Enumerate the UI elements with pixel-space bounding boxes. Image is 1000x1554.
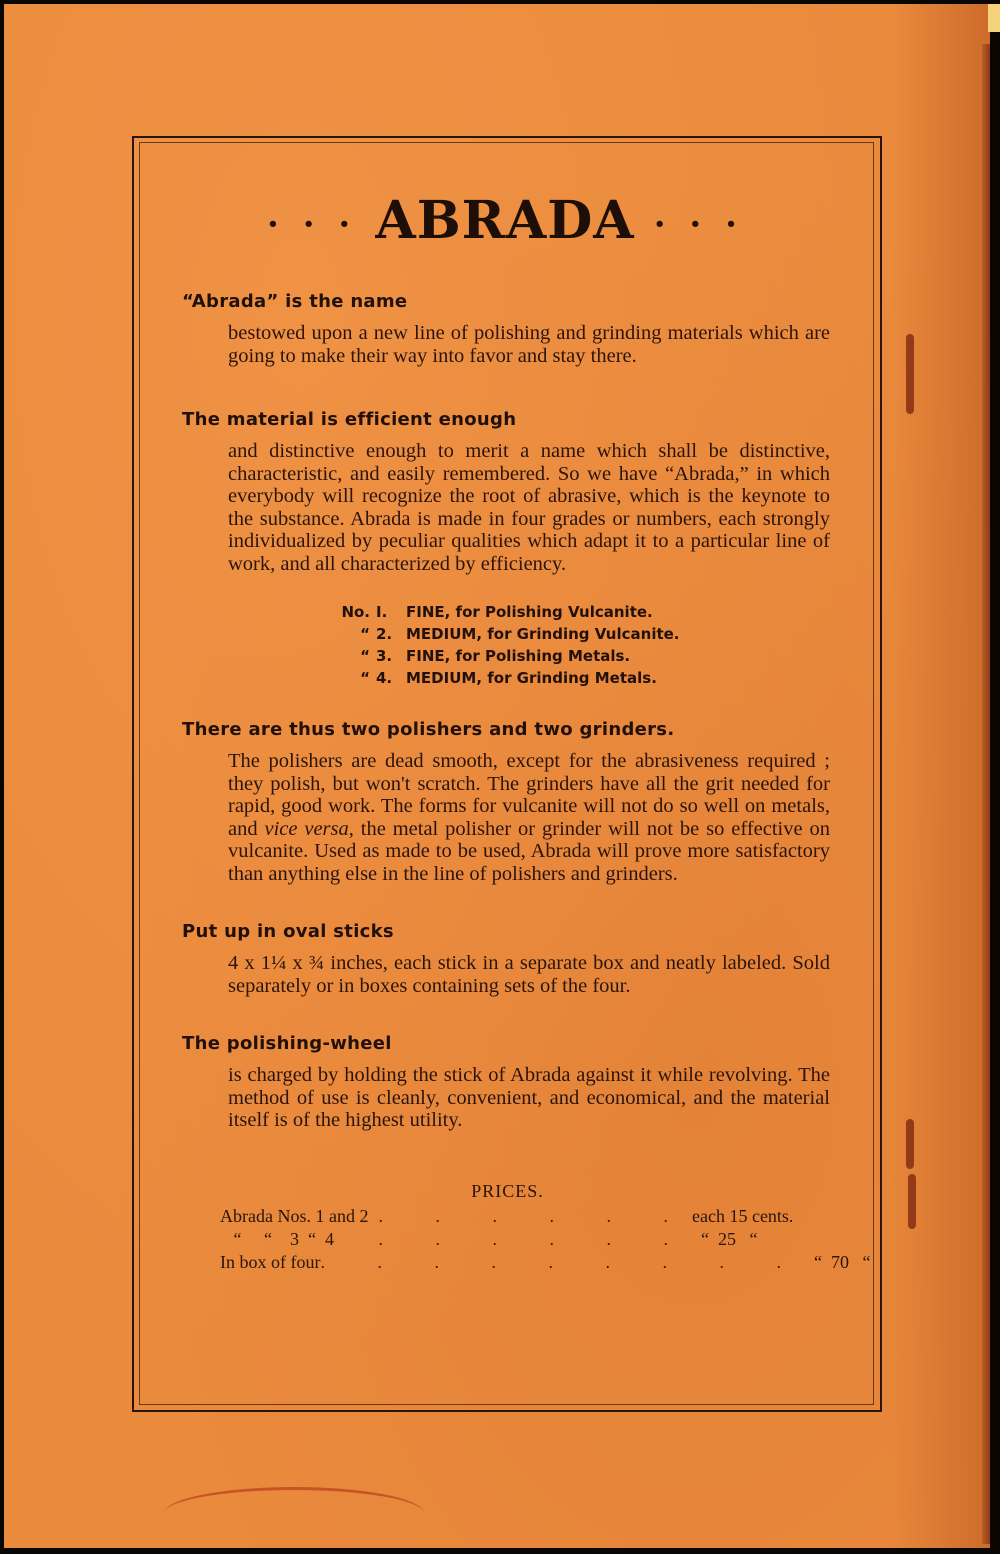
section-polishing-wheel bbox=[180, 1033, 830, 1132]
price-value: “ 25 “ bbox=[691, 1228, 758, 1249]
price-label: Abrada Nos. 1 and 2 bbox=[220, 1205, 369, 1226]
section-heading: “Abrada” is the name bbox=[182, 291, 408, 312]
prices-table bbox=[220, 1180, 871, 1274]
price-value: each 15 cents. bbox=[691, 1205, 794, 1226]
section-efficient bbox=[180, 409, 830, 575]
grade-text: FINE, for Polishing Metals. bbox=[406, 647, 631, 665]
price-value: “ 70 “ bbox=[804, 1251, 871, 1272]
grade-prefix: No. bbox=[341, 603, 370, 621]
grade-item bbox=[330, 623, 830, 645]
body-text-part: The polishers are dead smooth, except for the abrasiveness required ; they polish, but won't scratch. The grinders have all the grit needed for rapid, good work. The forms for vulcanite will not do so well on metals, and bbox=[228, 750, 830, 840]
section-body: and distinctive enough to merit a name which shall be distinctive, characteristic, and easily remembered. So we have “Abrada,” in which everybody will recognize the root of abrasive, which is the keynote to the substance. Abrada is made in four grades or numbers, each strongly individualized by peculiar qualities which adapt it to a particular line of work, and all characterized by efficiency. bbox=[228, 440, 830, 575]
section-body bbox=[228, 750, 830, 885]
grade-prefix: “ bbox=[360, 647, 370, 665]
title-ornament-left: · · · bbox=[267, 204, 357, 245]
grade-item bbox=[330, 645, 830, 667]
document-title bbox=[180, 190, 830, 251]
section-heading: The material is efficient enough bbox=[182, 409, 517, 430]
binding-hole-mark bbox=[906, 334, 914, 414]
grade-number: I. bbox=[376, 603, 388, 621]
grade-item bbox=[330, 667, 830, 689]
section-body: 4 x 1¼ x ¾ inches, each stick in a separate box and neatly labeled. Sold separately or in boxes containing sets of the four. bbox=[228, 952, 830, 997]
price-leader-dots: . . . . . . bbox=[378, 1205, 692, 1226]
section-body: bestowed upon a new line of polishing and grinding materials which are going to make their way into favor and stay there. bbox=[228, 322, 830, 367]
document-content bbox=[180, 190, 871, 1274]
section-polishers-grinders bbox=[180, 719, 830, 885]
binding-hole-mark bbox=[908, 1174, 916, 1229]
body-text-part: the metal polisher or grinder will not be so effective on vulcanite. Used as made to be used, Abrada will prove more satisfactory than anything else in the line of polishers and grinders. bbox=[228, 817, 830, 885]
section-heading: The polishing-wheel bbox=[182, 1033, 392, 1054]
section-body: is charged by holding the stick of Abrada against it while revolving. The method of use is cleanly, convenient, and economical, and the material itself is of the highest utility. bbox=[228, 1064, 830, 1131]
section-heading: Put up in oval sticks bbox=[182, 921, 394, 942]
grade-number: 2. bbox=[376, 625, 393, 643]
prices-title: PRICES. bbox=[471, 1180, 544, 1201]
price-row bbox=[220, 1228, 795, 1251]
grades-list bbox=[330, 601, 830, 689]
water-stain bbox=[164, 1487, 424, 1540]
grade-prefix: “ bbox=[360, 625, 370, 643]
body-text-italic: vice versa, bbox=[264, 817, 354, 840]
price-leader-dots: . . . . . . bbox=[378, 1228, 692, 1249]
price-row bbox=[220, 1251, 871, 1274]
section-heading: There are thus two polishers and two grinders. bbox=[182, 719, 675, 740]
title-ornament-right: · · · bbox=[653, 204, 743, 245]
page-edge-shadow bbox=[982, 44, 990, 1544]
grade-prefix: “ bbox=[360, 669, 370, 687]
section-name bbox=[180, 291, 830, 367]
section-oval-sticks bbox=[180, 921, 830, 997]
grade-text: MEDIUM, for Grinding Vulcanite. bbox=[406, 625, 680, 643]
grade-text: MEDIUM, for Grinding Metals. bbox=[406, 669, 657, 687]
title-text: ABRADA bbox=[375, 190, 635, 251]
page-corner-tab bbox=[988, 4, 1000, 32]
grade-number: 3. bbox=[376, 647, 393, 665]
price-leader-dots: . . . . . . . . . bbox=[320, 1251, 805, 1272]
price-label: In box of four bbox=[220, 1251, 321, 1272]
grade-text: FINE, for Polishing Vulcanite. bbox=[406, 603, 653, 621]
price-label: “ “ 3 “ 4 bbox=[220, 1228, 334, 1249]
grade-item bbox=[330, 601, 830, 623]
binding-hole-mark bbox=[906, 1119, 914, 1169]
price-row bbox=[220, 1205, 795, 1228]
grade-number: 4. bbox=[376, 669, 393, 687]
